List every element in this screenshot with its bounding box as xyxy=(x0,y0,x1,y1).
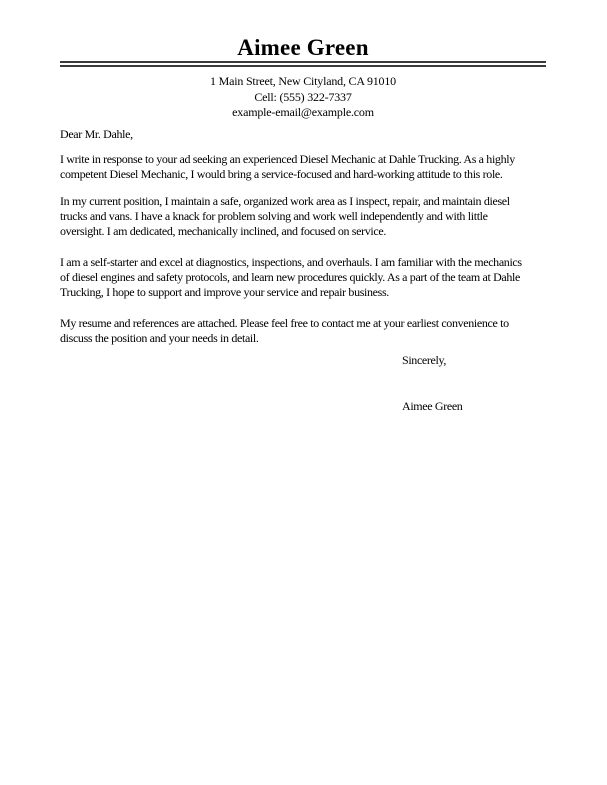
letter-author-name: Aimee Green xyxy=(237,35,369,60)
paragraph xyxy=(60,152,546,182)
header-double-rule xyxy=(60,61,546,67)
valediction: Sincerely, xyxy=(402,352,447,367)
signature-name: Aimee Green xyxy=(402,398,463,413)
paragraph xyxy=(60,316,546,346)
closing-block xyxy=(402,353,546,414)
paragraph-line: competent Diesel Mechanic, I would bring a service-focused and hard-working attitude to this role. xyxy=(60,166,503,181)
paragraph-line: In my current position, I maintain a safe, organized work area as I inspect, repair, and maintain diesel xyxy=(60,193,510,208)
paragraph-line: oversight. I am dedicated, mechanically inclined, and focused on service. xyxy=(60,223,386,238)
paragraph xyxy=(60,255,546,300)
paragraph xyxy=(60,194,546,239)
contact-email: example-email@example.com xyxy=(232,105,374,119)
contact-phone: Cell: (555) 322-7337 xyxy=(254,89,352,104)
contact-address: 1 Main Street, New Cityland, CA 91010 xyxy=(210,74,396,88)
salutation: Dear Mr. Dahle, xyxy=(60,126,133,141)
paragraph-line: My resume and references are attached. Please feel free to contact me at your earliest convenience to xyxy=(60,315,509,330)
paragraph-line: I write in response to your ad seeking an experienced Diesel Mechanic at Dahle Trucking. As a highly xyxy=(60,151,515,166)
letter-body xyxy=(60,127,546,414)
paragraph-line: of diesel engines and safety protocols, and learn new procedures quickly. As a part of the team at Dahle xyxy=(60,269,520,284)
paragraph-line: discuss the position and your needs in detail. xyxy=(60,330,259,345)
paragraph-line: trucks and vans. I have a knack for problem solving and work well independently and with little xyxy=(60,208,488,223)
paragraph-line: I am a self-starter and excel at diagnostics, inspections, and overhauls. I am familiar with the mechanics xyxy=(60,254,522,269)
contact-block xyxy=(60,74,546,121)
paragraph-line: Trucking, I hope to support and improve your service and repair business. xyxy=(60,284,389,299)
